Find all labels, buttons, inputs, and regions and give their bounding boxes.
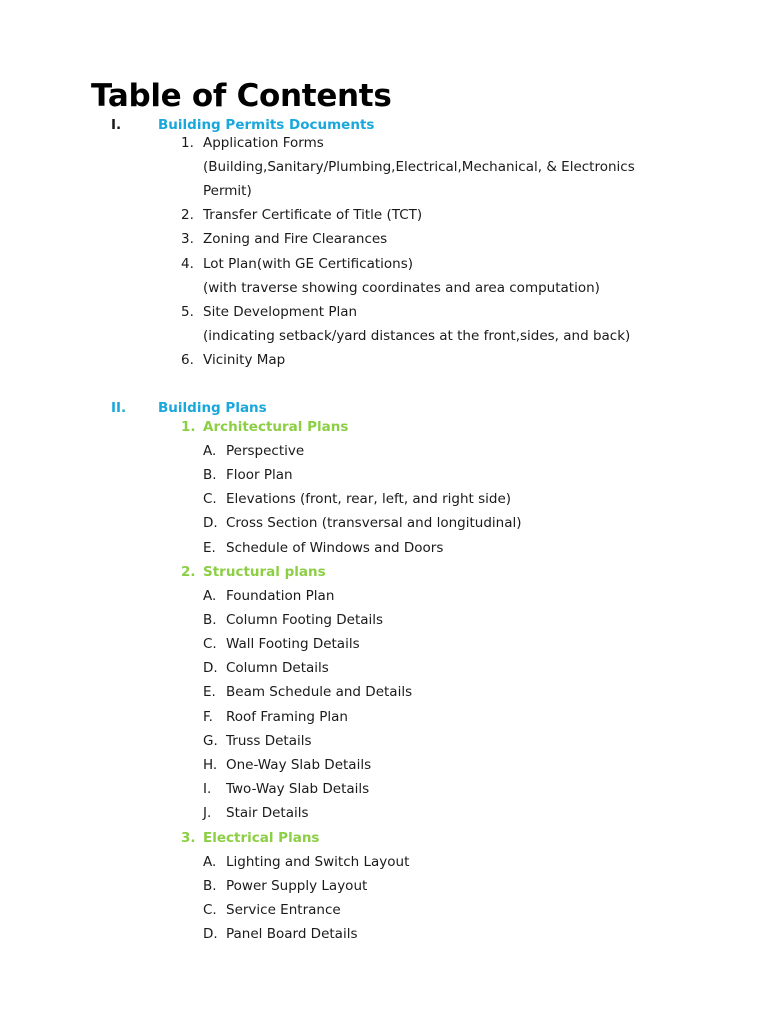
toc-item: Two-Way Slab Details	[226, 781, 370, 797]
toc-item: Wall Footing Details	[226, 636, 360, 652]
subsection-number: 3.	[181, 830, 196, 846]
toc-item: Stair Details	[226, 805, 309, 821]
subsection-number: 2.	[181, 564, 196, 580]
toc-item: Foundation Plan	[226, 588, 335, 604]
subsection-number: 1.	[181, 419, 196, 435]
item-number: 5.	[181, 304, 194, 320]
toc-item: Floor Plan	[226, 467, 293, 483]
subsection-heading: Structural plans	[203, 564, 326, 580]
toc-item: Elevations (front, rear, left, and right side)	[226, 491, 512, 507]
item-letter: C.	[203, 636, 217, 652]
toc-item: Cross Section (transversal and longitudinal)	[226, 515, 522, 531]
item-letter: D.	[203, 926, 218, 942]
toc-item: Panel Board Details	[226, 926, 358, 942]
item-letter: F.	[203, 709, 213, 725]
toc-item: Lot Plan(with GE Certifications)	[203, 256, 414, 272]
toc-item: Service Entrance	[226, 902, 341, 918]
toc-item: Truss Details	[226, 733, 312, 749]
toc-item: Lighting and Switch Layout	[226, 854, 410, 870]
item-number: 2.	[181, 207, 194, 223]
toc-item: Transfer Certificate of Title (TCT)	[203, 207, 423, 223]
item-letter: A.	[203, 443, 217, 459]
item-letter: J.	[203, 805, 212, 821]
section-numeral: II.	[111, 400, 127, 416]
toc-item: Column Details	[226, 660, 329, 676]
item-letter: C.	[203, 902, 217, 918]
toc-item-note: (with traverse showing coordinates and area computation)	[203, 280, 600, 296]
section-heading: Building Permits Documents	[158, 117, 375, 133]
item-number: 6.	[181, 352, 194, 368]
item-letter: D.	[203, 515, 218, 531]
toc-item: Site Development Plan	[203, 304, 358, 320]
item-letter: I.	[203, 781, 212, 797]
section-heading: Building Plans	[158, 400, 267, 416]
item-letter: G.	[203, 733, 218, 749]
item-number: 3.	[181, 231, 194, 247]
item-number: 1.	[181, 135, 194, 151]
item-letter: A.	[203, 854, 217, 870]
item-letter: B.	[203, 612, 217, 628]
toc-item: Column Footing Details	[226, 612, 384, 628]
toc-item: Vicinity Map	[203, 352, 286, 368]
item-letter: B.	[203, 467, 217, 483]
item-letter: A.	[203, 588, 217, 604]
toc-item: Power Supply Layout	[226, 878, 368, 894]
toc-item: Beam Schedule and Details	[226, 684, 413, 700]
toc-item: Zoning and Fire Clearances	[203, 231, 388, 247]
item-number: 4.	[181, 256, 194, 272]
toc-item: Schedule of Windows and Doors	[226, 540, 444, 556]
toc-item: Perspective	[226, 443, 305, 459]
toc-item: One-Way Slab Details	[226, 757, 372, 773]
item-letter: E.	[203, 540, 216, 556]
toc-item: Application Forms	[203, 135, 324, 151]
item-letter: H.	[203, 757, 218, 773]
toc-item-note: (Building,Sanitary/Plumbing,Electrical,Mechanical, & Electronics	[203, 159, 635, 175]
toc-item: Roof Framing Plan	[226, 709, 348, 725]
item-letter: C.	[203, 491, 217, 507]
page-title: Table of Contents	[91, 78, 392, 114]
item-letter: D.	[203, 660, 218, 676]
section-numeral: I.	[111, 117, 122, 133]
subsection-heading: Architectural Plans	[203, 419, 349, 435]
subsection-heading: Electrical Plans	[203, 830, 320, 846]
toc-item-note: (indicating setback/yard distances at the front,sides, and back)	[203, 328, 631, 344]
toc-item-note: Permit)	[203, 183, 252, 199]
item-letter: B.	[203, 878, 217, 894]
item-letter: E.	[203, 684, 216, 700]
